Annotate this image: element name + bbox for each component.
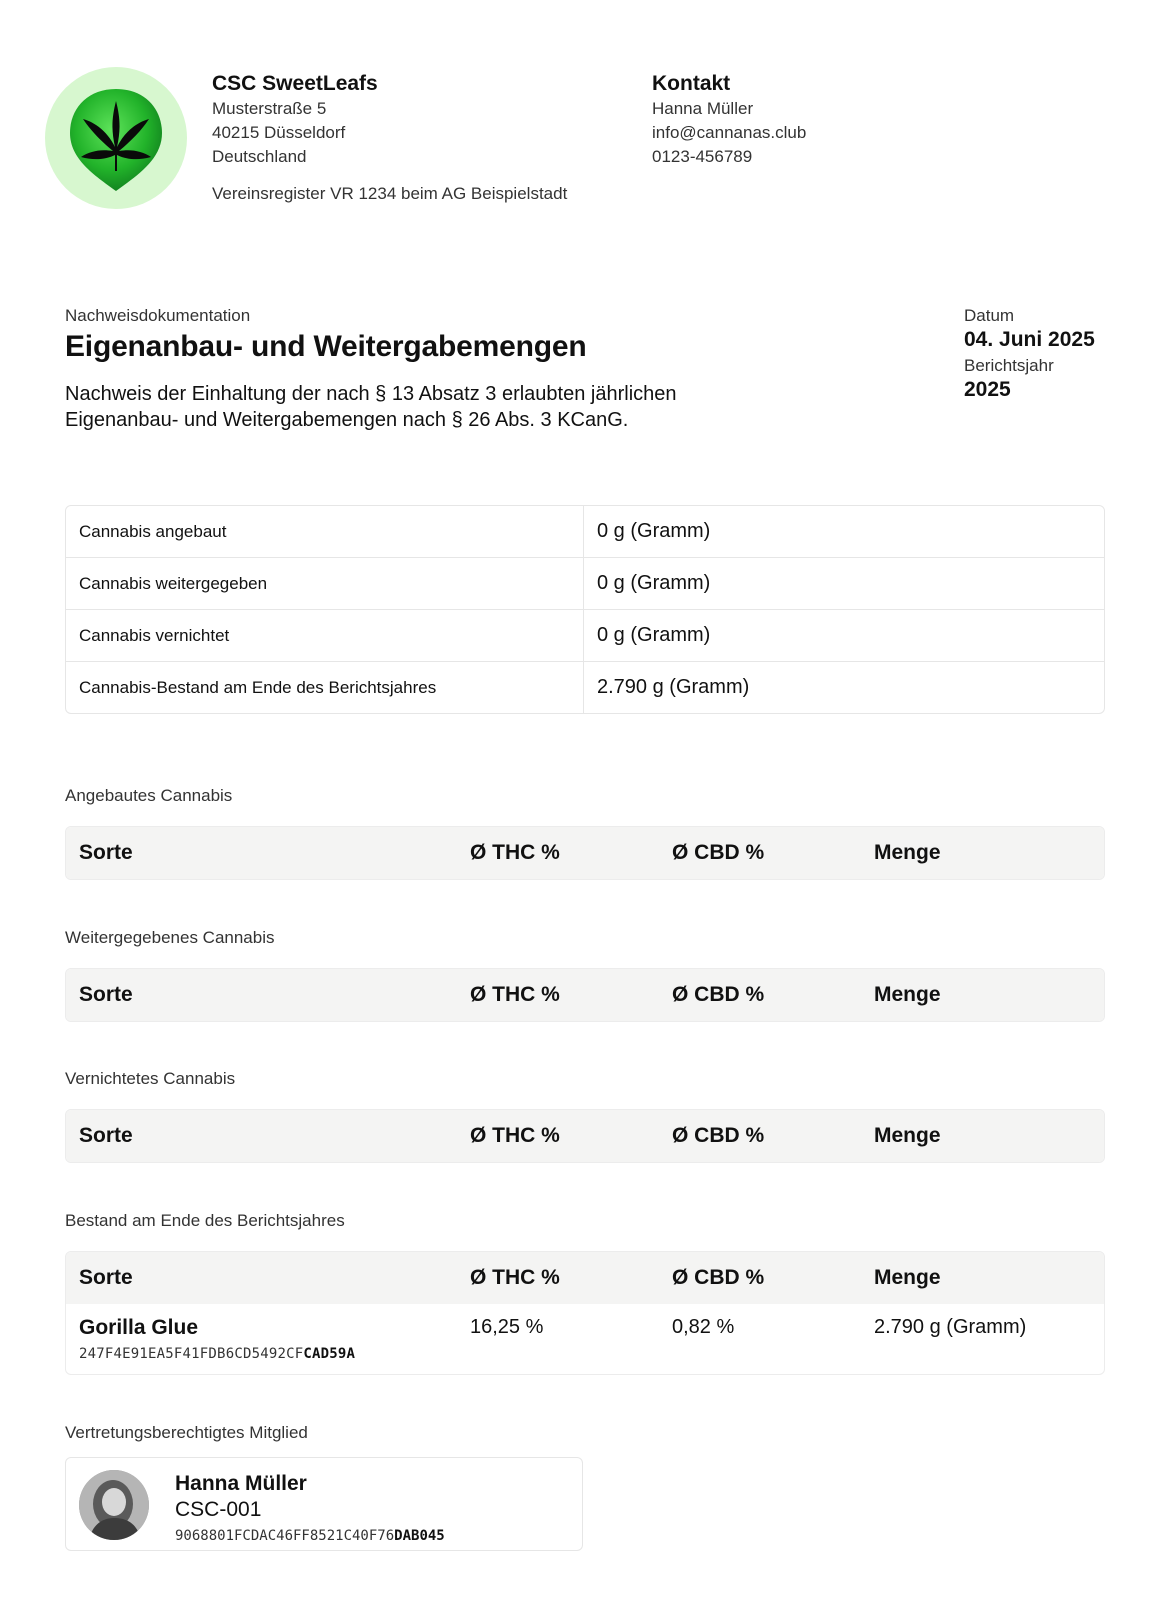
organization-city: 40215 Düsseldorf [212, 123, 346, 142]
organization-name: CSC SweetLeafs [212, 72, 378, 95]
hash-prefix: 247F4E91EA5F41FDB6CD5492CF [79, 1346, 304, 1362]
summary-label: Cannabis weitergegeben [66, 558, 584, 609]
summary-value: 0 g (Gramm) [597, 520, 711, 542]
table-row [66, 1304, 1104, 1374]
section-title-member: Vertretungsberechtigtes Mitglied [65, 1423, 308, 1442]
column-header-thc: Ø THC % [470, 841, 560, 864]
thc-value: 16,25 % [470, 1316, 544, 1338]
strain-hash [79, 1346, 470, 1362]
table-header [66, 1110, 1104, 1162]
table-header [66, 1252, 1104, 1304]
summary-row-stock [66, 662, 1104, 713]
contact-name: Hanna Müller [652, 99, 754, 118]
hash-suffix: CAD59A [303, 1346, 356, 1362]
column-header-menge: Menge [874, 1124, 941, 1147]
organization-street: Musterstraße 5 [212, 99, 327, 118]
summary-value: 0 g (Gramm) [597, 624, 711, 646]
strain-cell [66, 1316, 470, 1374]
member-photo-icon [79, 1470, 149, 1540]
date-label: Datum [964, 306, 1015, 325]
table-header [66, 827, 1104, 879]
member-card [65, 1457, 583, 1551]
contact-phone: 0123-456789 [652, 147, 753, 166]
column-header-menge: Menge [874, 841, 941, 864]
page-title: Eigenanbau- und Weitergabemengen [65, 330, 587, 363]
contact-email: info@cannanas.club [652, 123, 807, 142]
column-header-cbd: Ø CBD % [672, 983, 765, 1006]
column-header-thc: Ø THC % [470, 1266, 560, 1289]
summary-label: Cannabis vernichtet [66, 610, 584, 661]
stock-table [65, 1251, 1105, 1375]
column-header-cbd: Ø CBD % [672, 1266, 765, 1289]
member-hash [175, 1528, 445, 1544]
hash-prefix: 9068801FCDAC46FF8521C40F76 [175, 1528, 395, 1544]
section-title-destroyed: Vernichtetes Cannabis [65, 1069, 236, 1088]
hash-suffix: DAB045 [394, 1528, 445, 1544]
section-title-stock: Bestand am Ende des Berichtsjahres [65, 1211, 345, 1230]
cbd-value: 0,82 % [672, 1316, 735, 1338]
amount-value: 2.790 g (Gramm) [874, 1316, 1027, 1338]
date-value: 04. Juni 2025 [964, 328, 1095, 351]
column-header-sorte: Sorte [79, 841, 133, 864]
table-header [66, 969, 1104, 1021]
document-kicker: Nachweisdokumentation [65, 306, 251, 325]
summary-value: 2.790 g (Gramm) [597, 676, 750, 698]
grown-table [65, 826, 1105, 880]
column-header-cbd: Ø CBD % [672, 1124, 765, 1147]
section-title-passed: Weitergegebenes Cannabis [65, 928, 275, 947]
club-logo [45, 67, 187, 209]
column-header-sorte: Sorte [79, 1266, 133, 1289]
summary-value: 0 g (Gramm) [597, 572, 711, 594]
member-id: CSC-001 [175, 1498, 262, 1521]
strain-name: Gorilla Glue [79, 1316, 199, 1339]
member-name: Hanna Müller [175, 1472, 307, 1495]
column-header-thc: Ø THC % [470, 1124, 560, 1147]
document-description: Nachweis der Einhaltung der nach § 13 Absatz 3 erlaubten jährlichen Eigenanbau- und Weitergabemengen nach § 26 Abs. 3 KCanG. [65, 383, 677, 431]
organization-register: Vereinsregister VR 1234 beim AG Beispielstadt [212, 184, 568, 203]
summary-label: Cannabis angebaut [66, 506, 584, 557]
column-header-menge: Menge [874, 1266, 941, 1289]
summary-row-passed [66, 558, 1104, 610]
contact-heading: Kontakt [652, 72, 731, 95]
column-header-cbd: Ø CBD % [672, 841, 765, 864]
section-title-grown: Angebautes Cannabis [65, 786, 233, 805]
column-header-thc: Ø THC % [470, 983, 560, 1006]
summary-label: Cannabis-Bestand am Ende des Berichtsjahres [66, 662, 584, 713]
summary-row-grown [66, 506, 1104, 558]
organization-country: Deutschland [212, 147, 307, 166]
year-label: Berichtsjahr [964, 356, 1054, 375]
column-header-sorte: Sorte [79, 1124, 133, 1147]
destroyed-table [65, 1109, 1105, 1163]
year-value: 2025 [964, 378, 1011, 401]
summary-row-destroyed [66, 610, 1104, 662]
cannabis-leaf-icon [45, 67, 187, 209]
avatar [79, 1470, 149, 1540]
column-header-menge: Menge [874, 983, 941, 1006]
column-header-sorte: Sorte [79, 983, 133, 1006]
summary-table [65, 505, 1105, 714]
passed-table [65, 968, 1105, 1022]
